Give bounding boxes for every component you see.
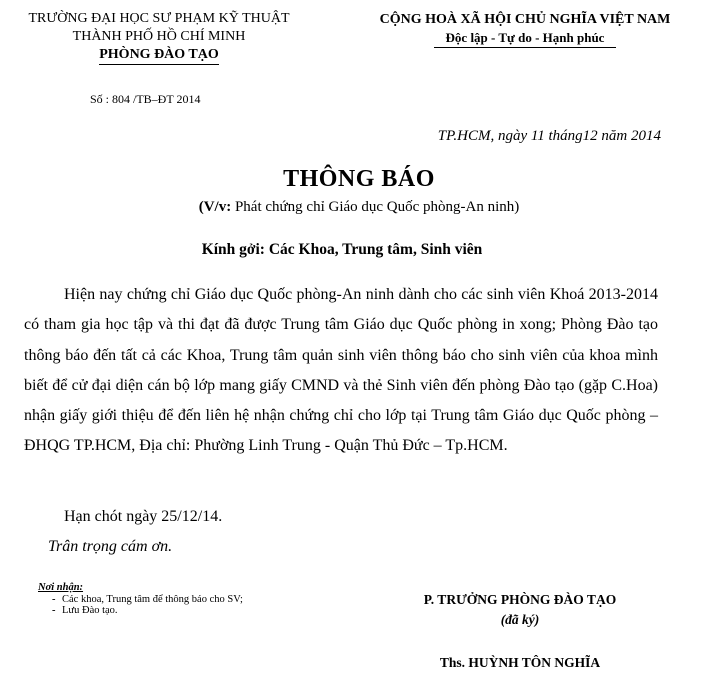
country-name: CỘNG HOÀ XÃ HỘI CHỦ NGHĨA VIỆT NAM (379, 12, 671, 27)
recipients-block (38, 582, 268, 617)
document-number: Số : 804 /TB–ĐT 2014 (90, 92, 201, 106)
recipient-item: - Lưu Đào tạo. (62, 605, 268, 617)
subject-text: Phát chứng chỉ Giáo dục Quốc phòng-An ninh) (231, 199, 520, 215)
recipients-label: Nơi nhận: (38, 582, 84, 593)
signed-status: (đã ký) (500, 612, 540, 627)
signer-name: Ths. HUỲNH TÔN NGHĨA (439, 655, 601, 670)
national-motto: Độc lập - Tự do - Hạnh phúc (434, 29, 617, 48)
recipients-list (38, 594, 268, 617)
document-subject (0, 199, 718, 216)
issuer-org-line2: THÀNH PHỐ HỒ CHÍ MINH (72, 29, 246, 44)
salutation: Kính gởi: Các Khoa, Trung tâm, Sinh viên (201, 241, 483, 258)
closing-line: Trân trọng cám ơn. (48, 538, 173, 555)
national-header (340, 10, 710, 48)
deadline-line: Hạn chót ngày 25/12/14. (64, 508, 223, 525)
signer-title: P. TRƯỞNG PHÒNG ĐÀO TẠO (423, 592, 617, 607)
issuer-org-line1: TRƯỜNG ĐẠI HỌC SƯ PHẠM KỸ THUẬT (28, 11, 290, 26)
document-title: THÔNG BÁO (283, 166, 435, 192)
date-line: TP.HCM, ngày 11 tháng12 năm 2014 (437, 128, 661, 144)
recipient-item: - Các khoa, Trung tâm để thông báo cho SV; (62, 594, 268, 606)
subject-prefix: (V/v: (198, 199, 232, 215)
issuer-header (0, 10, 318, 65)
issuer-department: PHÒNG ĐÀO TẠO (99, 47, 219, 65)
body-paragraph: Hiện nay chứng chỉ Giáo dục Quốc phòng-An ninh dành cho các sinh viên Khoá 2013-2014 có tham gia học tập và thi đạt đã được Trung tâm Giáo dục Quốc phòng in xong; Phòng Đào tạo thông báo đến tất cả các Khoa, Trung tâm quản sinh viên thông báo cho sinh viên của khoa mình biết để cử đại diện cán bộ lớp mang giấy CMND và thẻ Sinh viên đến phòng Đào tạo (gặp C.Hoa) nhận giấy giới thiệu để đến liên hệ nhận chứng chỉ cho lớp tại Trung tâm Giáo dục Quốc phòng –ĐHQG TP.HCM, Địa chỉ: Phường Linh Trung - Quận Thủ Đức – Tp.HCM. (24, 286, 658, 455)
